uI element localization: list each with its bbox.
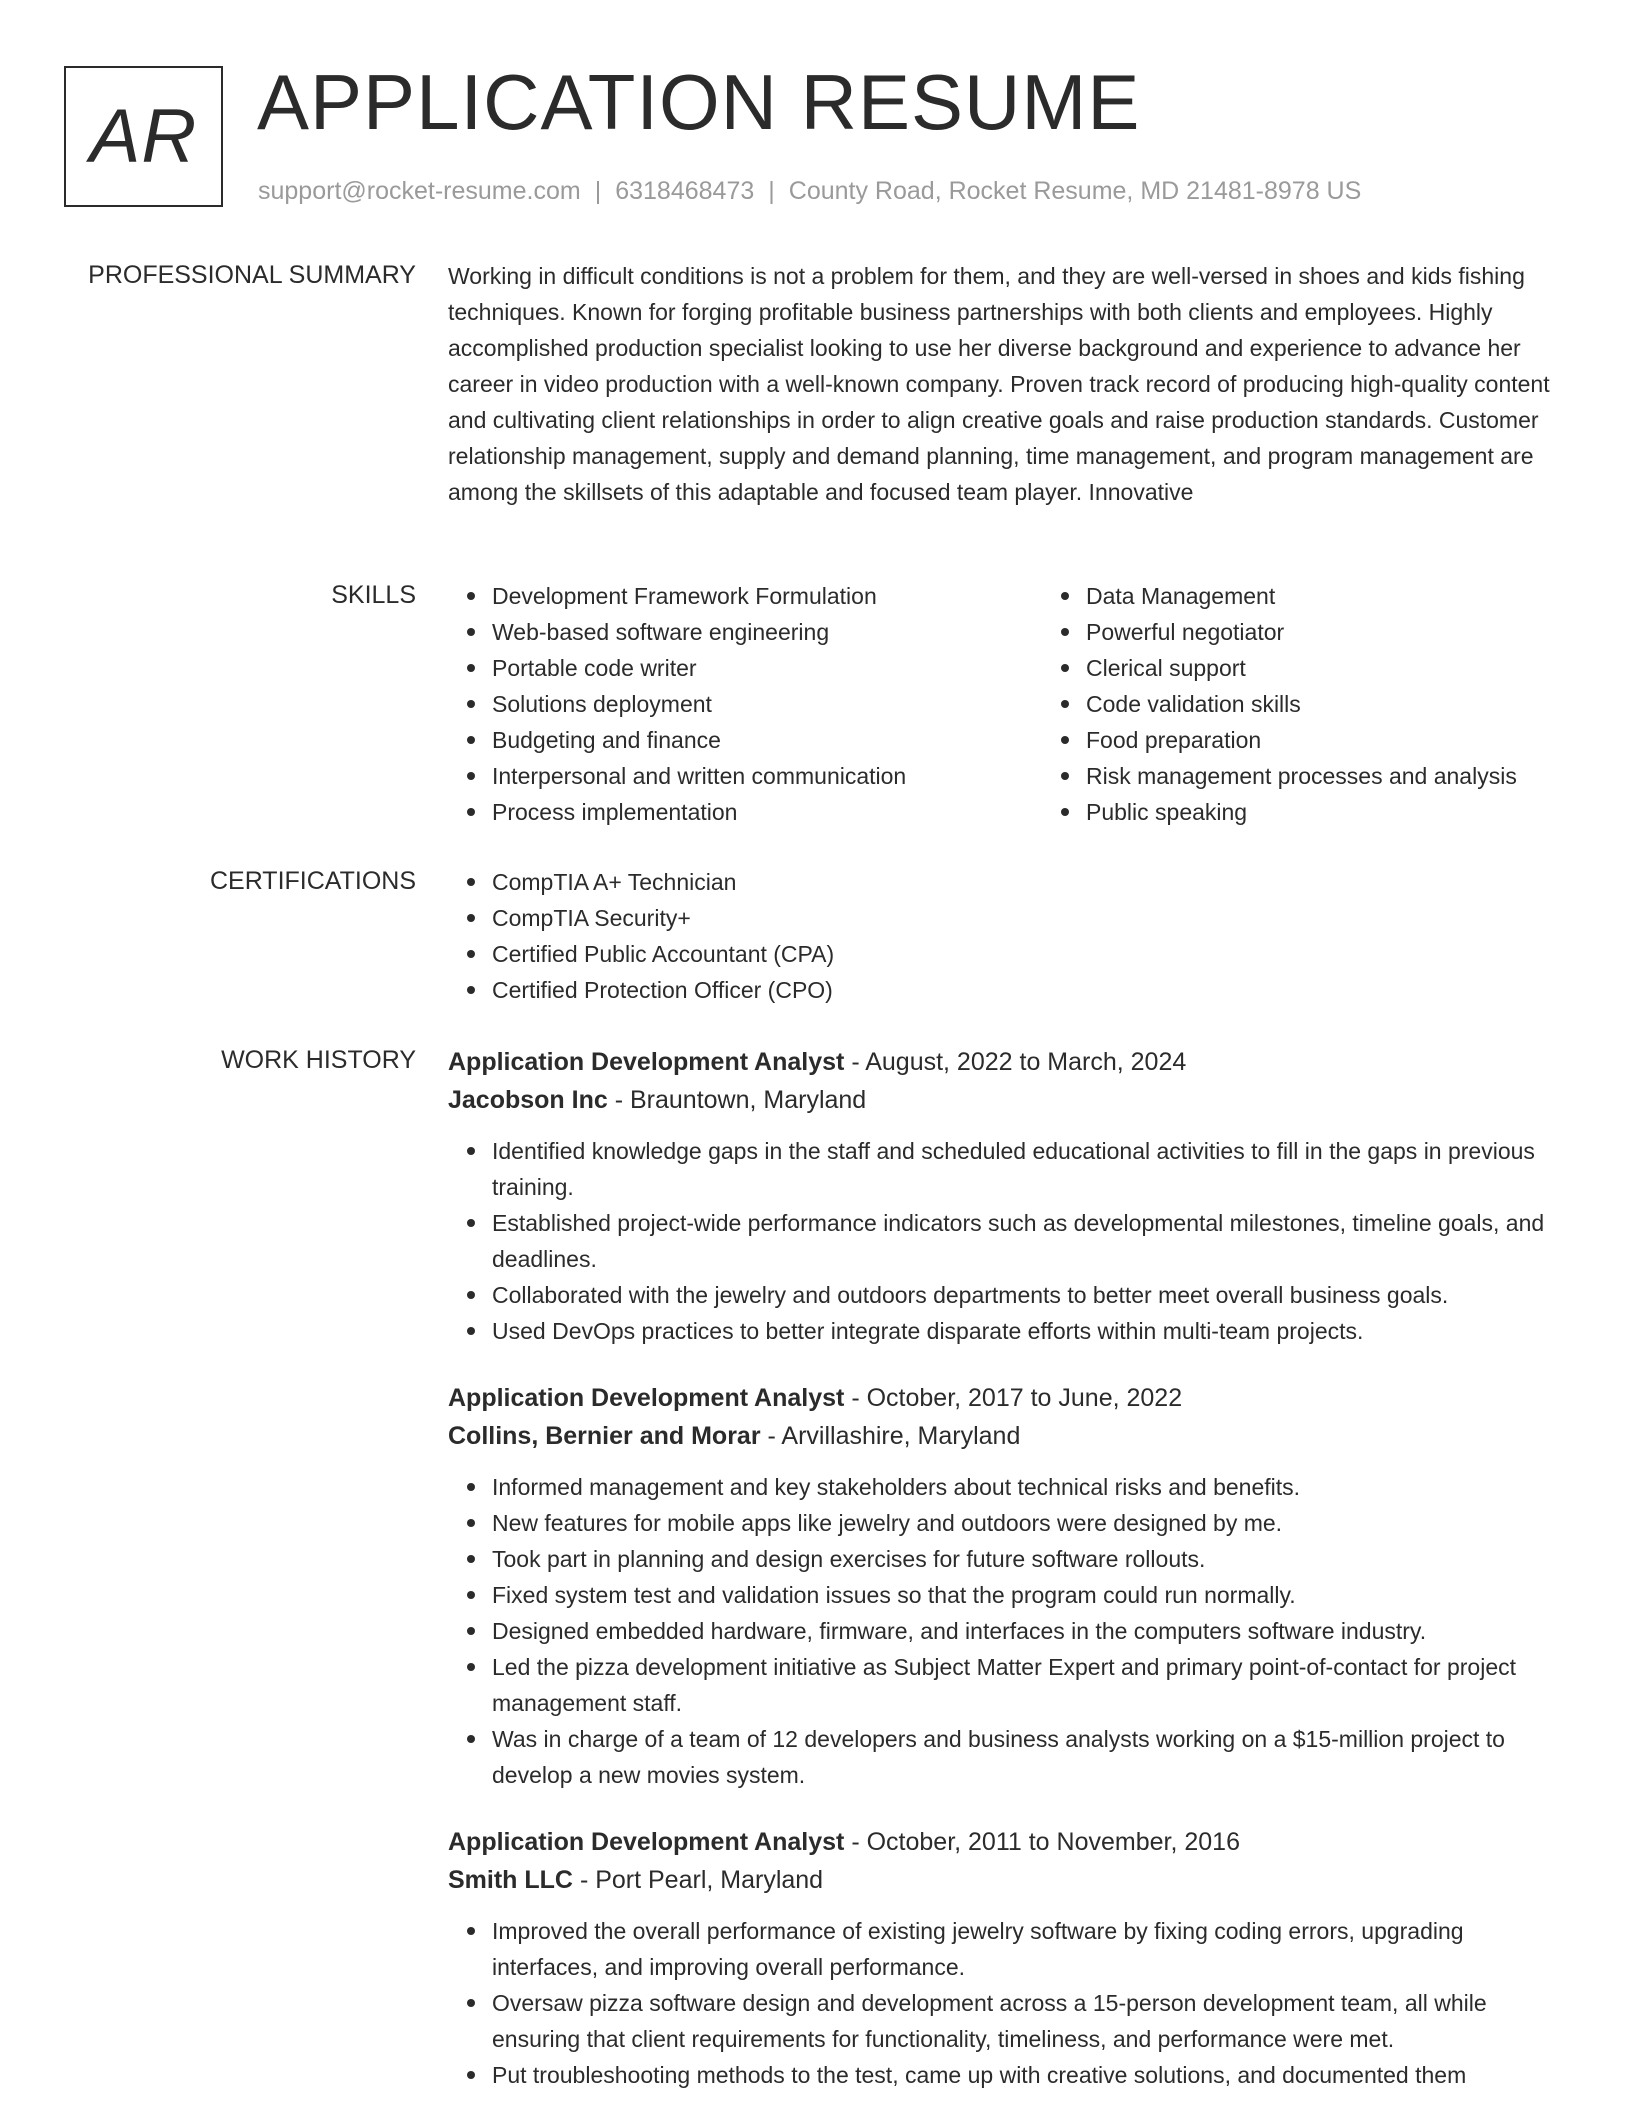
skill-item: Data Management [1086,578,1517,614]
skill-item: Clerical support [1086,650,1517,686]
skill-item: Development Framework Formulation [492,578,1042,614]
contact-address: County Road, Rocket Resume, MD 21481-8978 US [788,177,1362,205]
job-duty: Led the pizza development initiative as Subject Matter Expert and primary point-of-contact for project management staff. [492,1649,1568,1721]
job-entry [448,1043,1568,1349]
skills-body [448,578,1568,830]
job-duties-list [448,1469,1568,1793]
skill-item: Code validation skills [1086,686,1517,722]
job-title-line [448,1043,1568,1081]
skills-list-right [1042,578,1517,830]
certification-item: CompTIA A+ Technician [492,864,1568,900]
work-history-heading: WORK HISTORY [221,1046,416,1074]
job-duty: Identified knowledge gaps in the staff and scheduled educational activities to fill in the gaps in previous training. [492,1133,1568,1205]
job-duties-list [448,1913,1568,2093]
skills-heading: SKILLS [331,581,416,609]
skill-item: Web-based software engineering [492,614,1042,650]
skill-item: Powerful negotiator [1086,614,1517,650]
contact-phone: 6318468473 [615,177,755,205]
job-duty: Took part in planning and design exercises for future software rollouts. [492,1541,1568,1577]
job-title: Application Development Analyst [448,1384,845,1412]
monogram-logo: AR [64,66,223,207]
job-duty: Informed management and key stakeholders about technical risks and benefits. [492,1469,1568,1505]
job-company: Collins, Bernier and Morar [448,1422,761,1450]
contact-separator: | [594,177,602,205]
certifications-body [448,864,1568,1008]
work-history-body [448,1043,1568,2112]
contact-email: support@rocket-resume.com [258,177,581,205]
skills-list-left [448,578,1042,830]
job-company: Jacobson Inc [448,1086,608,1114]
contact-line [258,174,1361,208]
job-location: - Port Pearl, Maryland [573,1866,824,1894]
job-duty: Fixed system test and validation issues so that the program could run normally. [492,1577,1568,1613]
job-company-line [448,1861,1568,1899]
skill-item: Public speaking [1086,794,1517,830]
skill-item: Portable code writer [492,650,1042,686]
job-company-line [448,1417,1568,1455]
job-company: Smith LLC [448,1866,573,1894]
certification-item: Certified Protection Officer (CPO) [492,972,1568,1008]
job-duty: Oversaw pizza software design and development across a 15-person development team, all while ensuring that client requirements for functionality, timeliness, and performance were met. [492,1985,1568,2057]
skill-item: Process implementation [492,794,1042,830]
job-duty: Established project-wide performance indicators such as developmental milestones, timeline goals, and deadlines. [492,1205,1568,1277]
job-duty: Designed embedded hardware, firmware, and interfaces in the computers software industry. [492,1613,1568,1649]
job-title: Application Development Analyst [448,1048,845,1076]
job-location: - Arvillashire, Maryland [760,1422,1021,1450]
summary-heading: PROFESSIONAL SUMMARY [88,261,416,289]
job-title: Application Development Analyst [448,1828,845,1856]
certification-item: Certified Public Accountant (CPA) [492,936,1568,972]
certification-item: CompTIA Security+ [492,900,1568,936]
skill-item: Solutions deployment [492,686,1042,722]
job-dates: - October, 2011 to November, 2016 [844,1828,1240,1856]
certifications-list [448,864,1568,1008]
job-company-line [448,1081,1568,1119]
job-title-line [448,1823,1568,1861]
job-entry [448,1379,1568,1793]
job-dates: - August, 2022 to March, 2024 [844,1048,1187,1076]
job-duty: Put troubleshooting methods to the test, came up with creative solutions, and documented them [492,2057,1568,2093]
skill-item: Food preparation [1086,722,1517,758]
skill-item: Budgeting and finance [492,722,1042,758]
job-duties-list [448,1133,1568,1349]
job-location: - Brauntown, Maryland [607,1086,867,1114]
skill-item: Risk management processes and analysis [1086,758,1517,794]
certifications-heading: CERTIFICATIONS [209,867,416,895]
job-dates: - October, 2017 to June, 2022 [844,1384,1183,1412]
job-title-line [448,1379,1568,1417]
job-duty: Collaborated with the jewelry and outdoors departments to better meet overall business goals. [492,1277,1568,1313]
job-entry [448,1823,1568,2093]
skill-item: Interpersonal and written communication [492,758,1042,794]
contact-separator: | [768,177,775,205]
summary-body [448,258,1568,510]
job-duty: New features for mobile apps like jewelry and outdoors were designed by me. [492,1505,1568,1541]
job-duty: Was in charge of a team of 12 developers and business analysts working on a $15-million project to develop a new movies system. [492,1721,1568,1793]
job-duty: Improved the overall performance of existing jewelry software by fixing coding errors, upgrading interfaces, and improving overall performance. [492,1913,1568,1985]
summary-text: Working in difficult conditions is not a problem for them, and they are well-versed in shoes and kids fishing techniques. Known for forging profitable business partnerships with both clients and employees. Highly accomplished production specialist looking to use her diverse background and experience to advance her career in video production with a well-known company. Proven track record of producing high-quality content and cultivating client relationships in order to align creative goals and raise production standards. Customer relationship management, supply and demand planning, time management, and program management are among the skillsets of this adaptable and focused team player. Innovative [448,263,1550,505]
resume-title: APPLICATION RESUME [257,58,1141,146]
job-duty: Used DevOps practices to better integrate disparate efforts within multi-team projects. [492,1313,1568,1349]
